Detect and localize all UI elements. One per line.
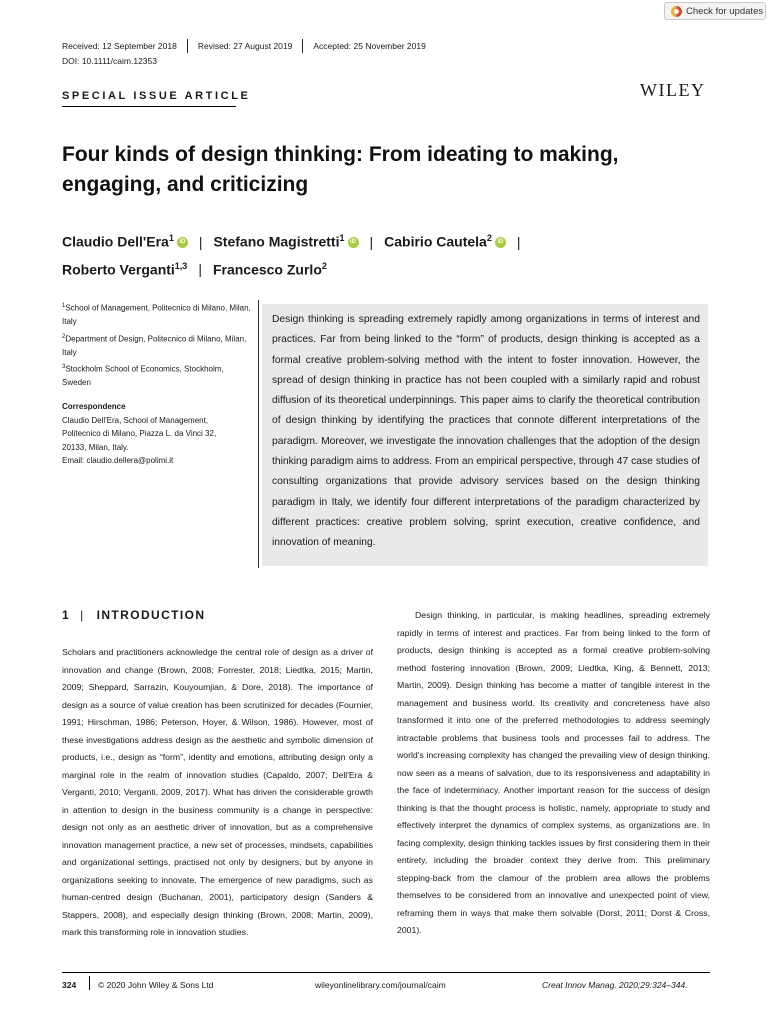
paragraph: Scholars and practitioners acknowledge the central role of design as a driver of innovation and change (Brown, 2008; Forrester, 2018; Liedtka, 2015; Martin, 2009; Sheppard, Sarrazin, Kouyoumjian, & Dore, 2018). The importance of design as a source of value creation has been scrutinized for decades (Fournier, 1991; Hirschman, 1986; Peterson, Hoyer, & Wilson, 1986). However, most of these investigations address design as the aesthetic and symbolic dimension of products, i.e., design as “form”, identity and emotions, attributing design only a marginal role in the realm of innovation studies (Capaldo, 2007; Dell'Era & Verganti, 2010; Verganti, 2009, 2017). What has driven the considerable growth in attention to design in the business community is a change in perspective: design not only as an aesthetic driver of innovation, but as a comprehensive innovation management practice, a new set of processes, mindsets, capabilities and organizational settings, practised not only by designers, but by anyone in organizations seeking to innovate. The emergence of new paradigms, such as human-centred design (Buchanan, 2001), participatory design (Sanders & Stappers, 2008), and especially design thinking (Brown, 2008; Martin, 2009), mark this transforming role in innovation studies. (62, 647, 373, 937)
affiliation: $^2$Department of Design, Politecnico di Milano, Milan, Italy (62, 334, 247, 358)
orcid-icon[interactable]: iD (495, 237, 506, 248)
affiliation: $^3$Stockholm School of Economics, Stockholm, Sweden (62, 364, 224, 388)
author-name[interactable]: Francesco Zurlo (212, 261, 322, 278)
orcid-icon[interactable]: iD (177, 237, 188, 248)
author-name[interactable]: Roberto Verganti (62, 261, 175, 278)
body-column-right (397, 607, 710, 940)
body-column-left (62, 644, 373, 942)
divider (89, 976, 90, 990)
article-type-underline (62, 106, 236, 107)
author-name[interactable]: Cabirio Cautela (384, 233, 487, 250)
journal-url[interactable]: wileyonlinelibrary.com/journal/caim (315, 980, 446, 990)
column-divider (258, 300, 259, 568)
affiliation: $^1$School of Management, Politecnico di Milano, Milan, Italy (62, 303, 251, 327)
paragraph: Design thinking, in particular, is making headlines, spreading extremely rapidly in terms of interest and practices. Far from being linked to the form of products, design thinking is accepted as a formal creative problem-solving method fostering innovation (Brown, 2009; Liedtka, King, & Bennett, 2013; Martin, 2009). Design thinking has become a matter of tangible interest in the management and business world. Its creativity and concreteness have also transformed it into one of the preferred methodologies to address seemingly intractable problems that business tools and processes fail to address. The world's increasing complexity has changed the prevailing view of design thinking, now seen as a means of salvation, due to its responsiveness and adaptability in the face of indeterminacy. Another important reason for the success of design thinking is that the thought process is holistic, namely, appropriate to study and effectively interpret the dynamics of complex systems, as organizations are. In facing complexity, design thinking tackles issues by first considering them in their entirety, including the broader context they derive from. This preliminary stepping-back from the clamour of the problem area allows the problems themselves to be considered from an innovative and unexpected point of view, reframing them in ways that make them solvable (Dorst, 2011; Dorst & Cross, 2001). (397, 610, 710, 935)
accepted-date: Accepted: 25 November 2019 (313, 41, 426, 51)
footer-rule (62, 972, 710, 973)
correspondence-email[interactable]: Email: claudio.dellera@polimi.it (62, 456, 174, 465)
correspondence: Correspondence Claudio Dell'Era, School of Management, Politecnico di Milano, Piazza L. da Vinci 32, 20133, Milan, Italy. Email: claudio.dellera@polimi.it (62, 400, 252, 468)
crossmark-icon (671, 6, 682, 17)
received-date: Received: 12 September 2018 (62, 41, 177, 51)
divider (187, 39, 188, 53)
article-title: Four kinds of design thinking: From ideating to making, engaging, and criticizing (62, 143, 619, 196)
page-number: 324 (62, 980, 77, 990)
publisher-logo: WILEY (640, 80, 706, 100)
check-for-updates-label: Check for updates (686, 5, 764, 17)
article-type: SPECIAL ISSUE ARTICLE (62, 90, 251, 102)
abstract: Design thinking is spreading extremely rapidly among organizations in terms of interest and practices. Far from being linked to the “form” of products, design thinking is accepted as a formal creative problem-solving method with the intent to foster innovation. However, the spread of design thinking in practice has not been coupled with a similarly rapid and robust diffusion of its theoretical underpinnings. This paper aims to clarify the theoretical contribution of design thinking by identifying the practices that connote different interpretations of the paradigm. Moreover, we investigate the innovation challenges that the adoption of the design thinking paradigm aims to address. From an empirical perspective, through 47 case studies of consulting organizations that provide advisory services based on the design thinking paradigm in Italy, we identify four different interpretations of the paradigm characterized by different practices: creative problem solving, sprint execution, creative confidence, and innovation of meaning. (262, 304, 708, 566)
section-heading: 1 | INTRODUCTION (62, 608, 206, 622)
copyright: © 2020 John Wiley & Sons Ltd (98, 980, 214, 990)
orcid-icon[interactable]: iD (348, 237, 359, 248)
article-dates (62, 39, 426, 53)
doi[interactable]: DOI: 10.1111/caim.12353 (62, 56, 157, 66)
check-for-updates-button[interactable] (664, 2, 766, 20)
revised-date: Revised: 27 August 2019 (197, 41, 293, 51)
divider (302, 39, 303, 53)
author-name[interactable]: Claudio Dell'Era (62, 233, 169, 250)
author-list: Claudio Dell'Era$^1$ iD | Stefano Magistretti$^1$ iD | Cabirio Cautela$^2$ iD | Roberto Verganti$^{1,3}$ | Francesco Zurlo$^2$ (62, 233, 521, 278)
correspondence-heading: Correspondence (62, 402, 126, 411)
author-name[interactable]: Stefano Magistretti (213, 233, 340, 250)
citation: Creat Innov Manag. 2020;29:324–344. (542, 980, 688, 990)
